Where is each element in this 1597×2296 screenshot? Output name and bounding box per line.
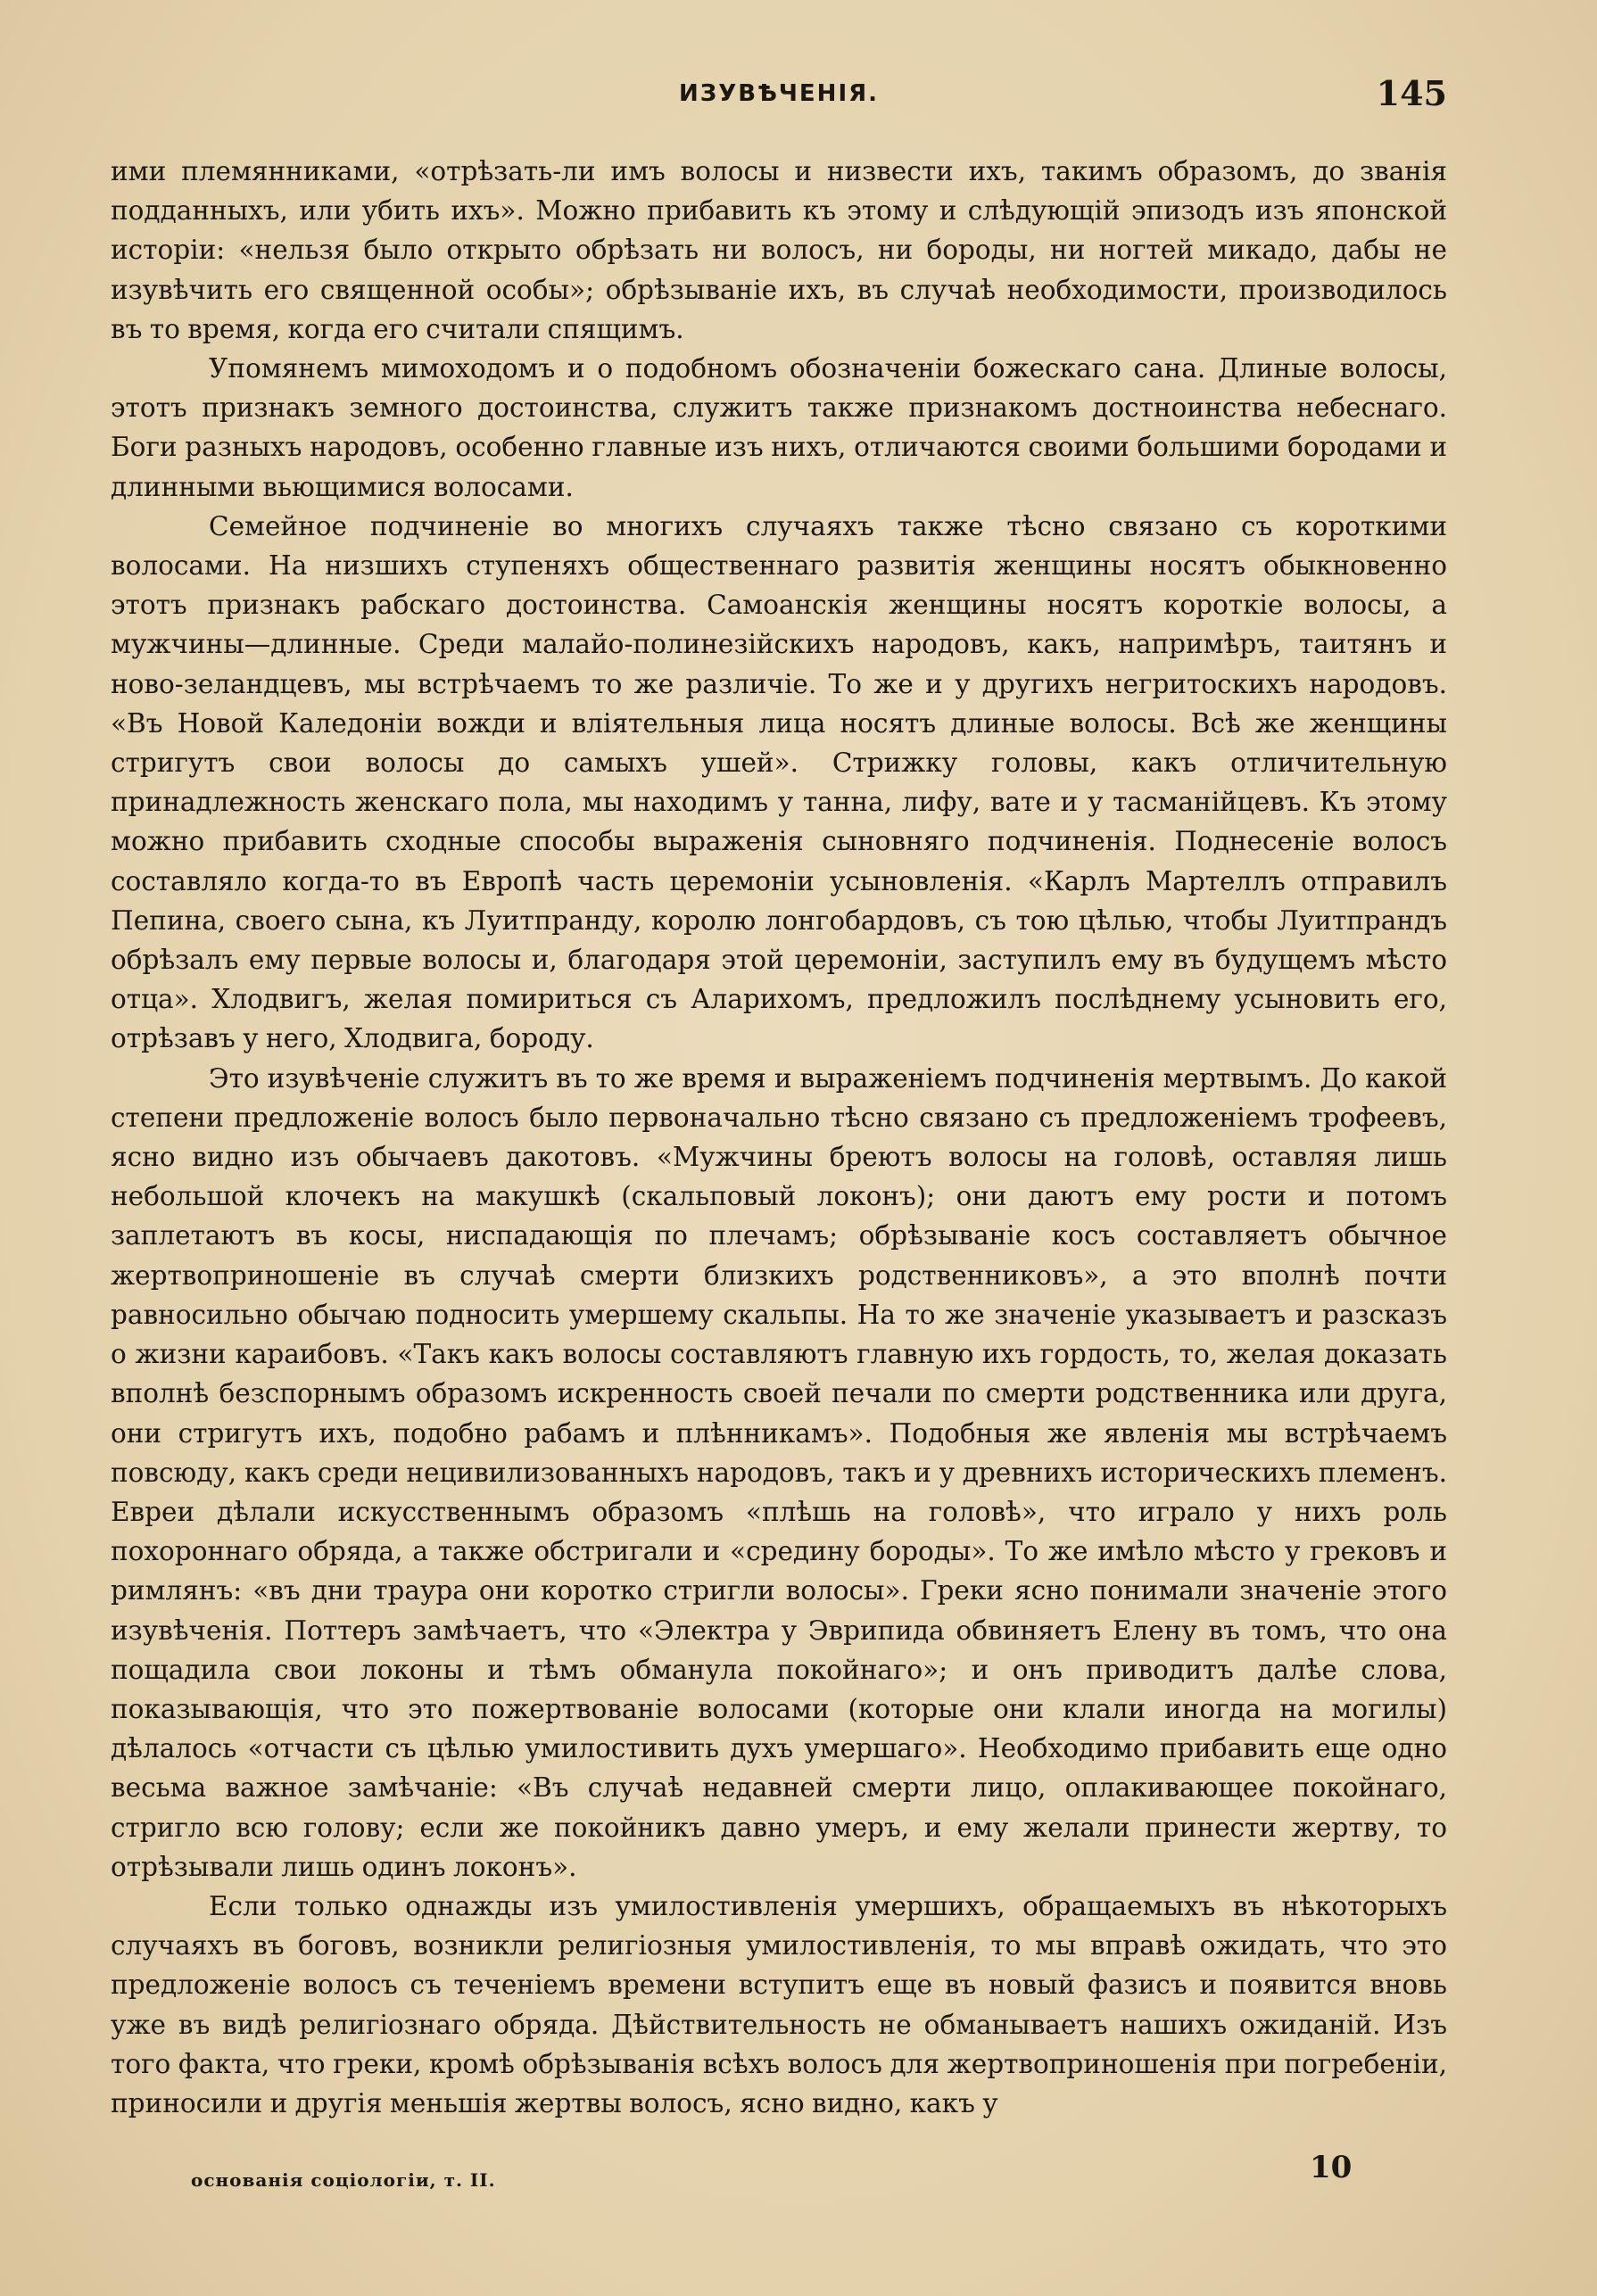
- footer-signature: основанія соціологіи, т. II.: [191, 2169, 496, 2191]
- page-number: 145: [1376, 73, 1447, 113]
- paragraph-continued: ими племянниками, «отрѣзать-ли имъ волосы и низвести ихъ, такимъ образомъ, до званія подданныхъ, или убить ихъ». Можно прибавить къ этому и слѣдующій эпизодъ изъ японской исторіи: «нельзя было открыто обрѣзать ни волосъ, ни бороды, ни ногтей микадо, дабы не изувѣчить его священной особы»; обрѣзываніе ихъ, въ случаѣ необходимости, производилось въ то время, когда его считали спящимъ.: [111, 156, 1447, 344]
- body-text: [111, 152, 1447, 2123]
- page-header: [111, 73, 1447, 118]
- paragraph: Упомянемъ мимоходомъ и о подобномъ обозначеніи божескаго сана. Длиные волосы, этотъ признакъ земного достоинства, служитъ также признакомъ достноинства небеснаго. Боги разныхъ народовъ, особенно главные изъ нихъ, отличаются своими большими бородами и длинными вьющимися волосами.: [111, 353, 1447, 502]
- sheet-number: 10: [1310, 2150, 1353, 2185]
- page-footer: [111, 2150, 1447, 2194]
- running-head: ИЗУВѢЧЕНІЯ.: [678, 80, 880, 107]
- paragraph: Это изувѣченіе служитъ въ то же время и выраженіемъ подчиненія мертвымъ. До какой степени предложеніе волосъ было первоначально тѣсно связано съ предложеніемъ трофеевъ, ясно видно изъ обычаевъ дакотовъ. «Мужчины бреютъ волосы на головѣ, оставляя лишь небольшой клочекъ на макушкѣ (скальповый локонъ); они даютъ ему рости и потомъ заплетаютъ въ косы, ниспадающія по плечамъ; обрѣзываніе косъ составляетъ обычное жертвоприношеніе въ случаѣ смерти близкихъ родственниковъ», а это вполнѣ почти равносильно обычаю подносить умершему скальпы. На то же значеніе указываетъ и разсказъ о жизни караибовъ. «Такъ какъ волосы составляютъ главную ихъ гордость, то, желая доказать вполнѣ безспорнымъ образомъ искренность своей печали по смерти родственника или друга, они стригутъ ихъ, подобно рабамъ и плѣнникамъ». Подобныя же явленія мы встрѣчаемъ повсюду, какъ среди нецивилизованныхъ народовъ, такъ и у древнихъ историческихъ племенъ. Евреи дѣлали искусственнымъ образомъ «плѣшь на головѣ», что играло у нихъ роль похороннаго обряда, а также обстригали и «средину бороды». То же имѣло мѣсто у грековъ и римлянъ: «въ дни траура они коротко стригли волосы». Греки ясно понимали значеніе этого изувѣченія. Поттеръ замѣчаетъ, что «Электра у Эврипида обвиняетъ Елену въ томъ, что она пощадила свои локоны и тѣмъ обманула покойнаго»; и онъ приводитъ далѣе слова, показывающія, что это пожертвованіе волосами (которые они клали иногда на могилы) дѣлалось «отчасти съ цѣлью умилостивить духъ умершаго». Необходимо прибавить еще одно весьма важное замѣчаніе: «Въ случаѣ недавней смерти лицо, оплакивающее покойнаго, стригло всю голову; если же покойникъ давно умеръ, и ему желали принести жертву, то отрѣзывали лишь одинъ локонъ».: [111, 1062, 1447, 1882]
- paragraph: Если только однажды изъ умилостивленія умершихъ, обращаемыхъ въ нѣкоторыхъ случаяхъ въ боговъ, возникли религіозныя умилостивленія, то мы вправѣ ожидать, что это предложеніе волосъ съ теченіемъ времени вступитъ еще въ новый фазисъ и появится вновь уже въ видѣ религіознаго обряда. Дѣйствительность не обманываетъ нашихъ ожиданій. Изъ того факта, что греки, кромѣ обрѣзыванія всѣхъ волосъ для жертвоприношенія при погребеніи, приносили и другія меньшія жертвы волосъ, ясно видно, какъ у: [111, 1890, 1447, 2118]
- paragraph: Семейное подчиненіе во многихъ случаяхъ также тѣсно связано съ короткими волосами. На низшихъ ступеняхъ общественнаго развитія женщины носятъ обыкновенно этотъ признакъ рабскаго достоинства. Самоанскія женщины носятъ короткіе волосы, а мужчины—длинные. Среди малайо-полинезійскихъ народовъ, какъ, напримѣръ, таитянъ и ново-зеландцевъ, мы встрѣчаемъ то же различіе. То же и у другихъ негритоскихъ народовъ. «Въ Новой Каледоніи вожди и вліятельныя лица носятъ длиные волосы. Всѣ же женщины стригутъ свои волосы до самыхъ ушей». Стрижку головы, какъ отличительную принадлежность женскаго пола, мы находимъ у танна, лифу, вате и у тасманійцевъ. Къ этому можно прибавить сходные способы выраженія сыновняго подчиненія. Поднесеніе волосъ составляло когда-то въ Европѣ часть церемоніи усыновленія. «Карлъ Мартеллъ отправилъ Пепина, своего сына, къ Луитпранду, королю лонгобардовъ, съ тою цѣлью, чтобы Луитпрандъ обрѣзалъ ему первые волосы и, благодаря этой церемоніи, заступилъ ему въ будущемъ мѣсто отца». Хлодвигъ, желая помириться съ Аларихомъ, предложилъ послѣднему усыновить его, отрѣзавъ у него, Хлодвига, бороду.: [111, 510, 1447, 1054]
